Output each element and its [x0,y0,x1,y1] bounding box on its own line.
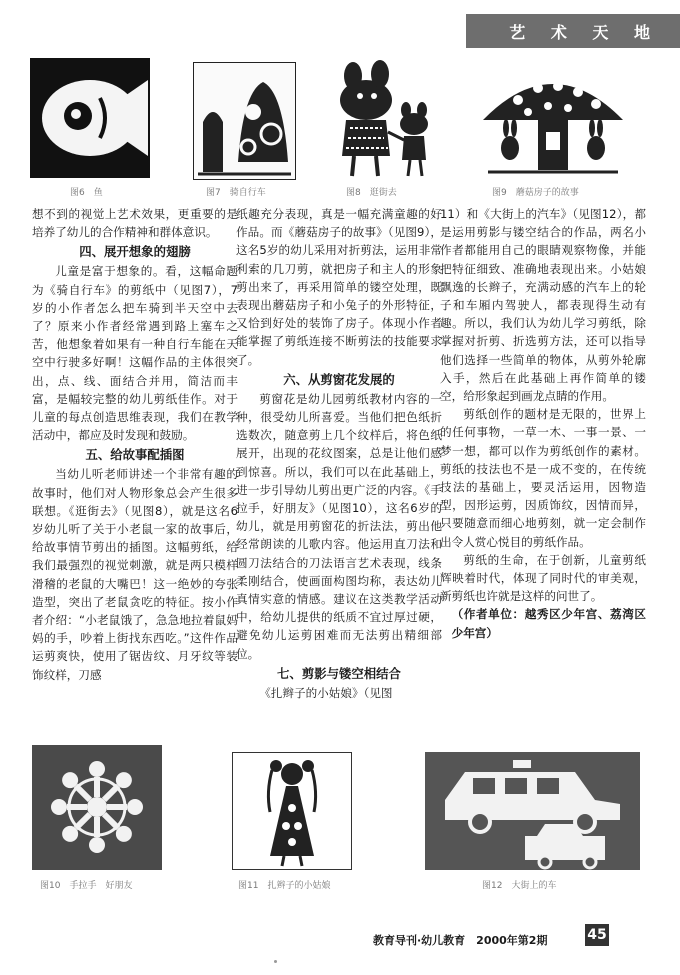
figure-12-caption: 图12 大街上的车 [482,881,557,891]
text-column-2 [236,205,442,702]
author-affiliation: （作者单位：越秀区少年宫、荔湾区少年宫） [451,607,646,640]
figure-9-mushroom-house [478,58,628,180]
figure-11-caption: 图11 扎辫子的小姑娘 [238,881,331,891]
col2-paragraph-2: 剪窗花是幼儿园剪纸教材内容的一种，很受幼儿所喜爱。当他们把色纸折选数次，随意剪上几个纹样后，将色纸展开，出现的花纹图案，总是让他们感到惊喜。所以，我们可以在此基础上，进一步引导幼儿剪出更广泛的内容。《手拉手，好朋友》（见图10），这名6岁的幼儿，就是用剪窗花的折法法，剪出他经常朗读的儿歌内容。他运用直刀法和圆刀法结合的刀法语言艺术表现，线条柔刚结合，使画面构图均称，表达幼儿真情实意的情感。建议在这类教学活动中，给幼儿提供的纸质不宜过厚过硬，避免幼儿运剪困难而无法剪出精细部位。 [236,391,442,661]
col1-paragraph-3: 当幼儿听老师讲述一个非常有趣的故事时，他们对人物形象总会产生很多联想。《逛街去》（见图8），就是这名6岁幼儿听了关于小老鼠一家的故事后，给故事情节剪出的插图。这幅剪纸，给我们最强烈的视觉刺激，就是两只模样滑稽的老鼠的大嘴巴！这一绝妙的夸张造型，突出了老鼠贪吃的特征。按小作者介绍：“小老鼠饿了，急急地拉着鼠妈妈的手，吵着上街找东西吃。”这件作品运剪爽快，使用了锯齿纹、月牙纹等装饰纹样，刀感 [32,467,238,682]
col2-paragraph-1: 纸趣充分表现，真是一幅充满童趣的好作品。而《蘑菇房子的故事》（见图9），这名5岁的幼儿采用对折剪法，运用非常利索的几刀剪，就把房子和主人的形象剪出来了，再采用简单的镂空处理，既表现出蘑菇房子和小兔子的外形特征，又恰到好处的装饰了房子。体现小作者能掌握了剪纸连接不断剪法的技能要求了。 [236,207,442,367]
heading-section-5: 五、给故事配插图 [85,447,185,463]
figure-6-caption: 图6 鱼 [70,188,103,198]
col1-paragraph-1: 想不到的视觉上艺术效果，更重要的是培养了幼儿的合作精神和群体意识。 [32,207,238,240]
col2-paragraph-3: 《扎辫子的小姑娘》（见图 [259,685,393,700]
text-column-3 [440,205,646,642]
text-column-1 [32,205,238,684]
figure-10-caption: 图10 手拉手 好朋友 [40,881,133,891]
heading-section-4: 四、展开想象的翅膀 [79,244,191,260]
decorative-dot [274,960,277,963]
figure-12-cars-on-street [425,752,640,870]
heading-section-6: 六、从剪窗花发展的 [283,371,395,387]
figure-11-girl-with-braids [232,752,352,870]
col1-paragraph-2: 儿童是富于想象的。看，这幅命题为《骑自行车》的剪纸中（见图7），7岁的小作者怎么把车骑到半天空中去了？原来小作者经常遇到路上塞车之苦，他想象着如果有一种自行车能在天空中行驶多好啊！这幅作品的主体很突出，点、线、面结合并用，简洁而丰富，是幅较完整的幼儿剪纸佳作。对于儿童的每点创造思维表现，我们在教学活动中，都应及时发现和鼓励。 [32,264,238,443]
figure-6-fish [30,58,150,178]
figure-10-hand-in-hand [32,745,162,870]
col3-paragraph-2: 剪纸创作的题材是无限的，世界上的任何事物，一草一木、一事一景、一梦一想，都可以作为剪纸创作的素材。剪纸的技法也不是一成不变的，在传统技法的基础上，要灵活运用，因物造型，因形运剪，因质饰纹，因情而异，只要随意而细心地剪刻，就一定会制作出令人赏心悦目的剪纸作品。 [440,407,646,549]
heading-section-7: 七、剪影与镂空相结合 [277,665,401,681]
figure-8-going-shopping [318,60,438,182]
page-number: 45 [585,924,609,946]
figure-7-riding-bicycle [193,62,296,180]
section-header-bar [466,14,680,48]
journal-footer: 教育导刊·幼儿教育 2000年第2期 [373,934,548,947]
col3-paragraph-1: 11）和《大街上的汽车》（见图12），都是运用剪影与镂空结合的作品，两名小作者都能用自己的眼睛观察物像，并能把特征细致、准确地表现出来。小姑娘飘逸的长辫子，充满动感的汽车上的轮子和车厢内驾驶人，都表现得生动有趣。所以，我们认为幼儿学习剪纸，除掌握对折剪、折选剪方法，还可以指导他们选择一些简单的物体，从剪外轮廓入手，然后在此基础上再作简单的镂空，给形象起到画龙点睛的作用。 [440,207,646,404]
col3-paragraph-3: 剪纸的生命，在于创新，儿童剪纸辉映着时代，体现了同时代的审美观，新剪纸也许就是这样的问世了。 [440,552,646,604]
figure-7-caption: 图7 骑自行车 [206,188,266,198]
figure-9-caption: 图9 蘑菇房子的故事 [492,188,579,198]
section-title: 艺 术 天 地 [509,23,660,42]
figure-8-caption: 图8 逛街去 [346,188,397,198]
